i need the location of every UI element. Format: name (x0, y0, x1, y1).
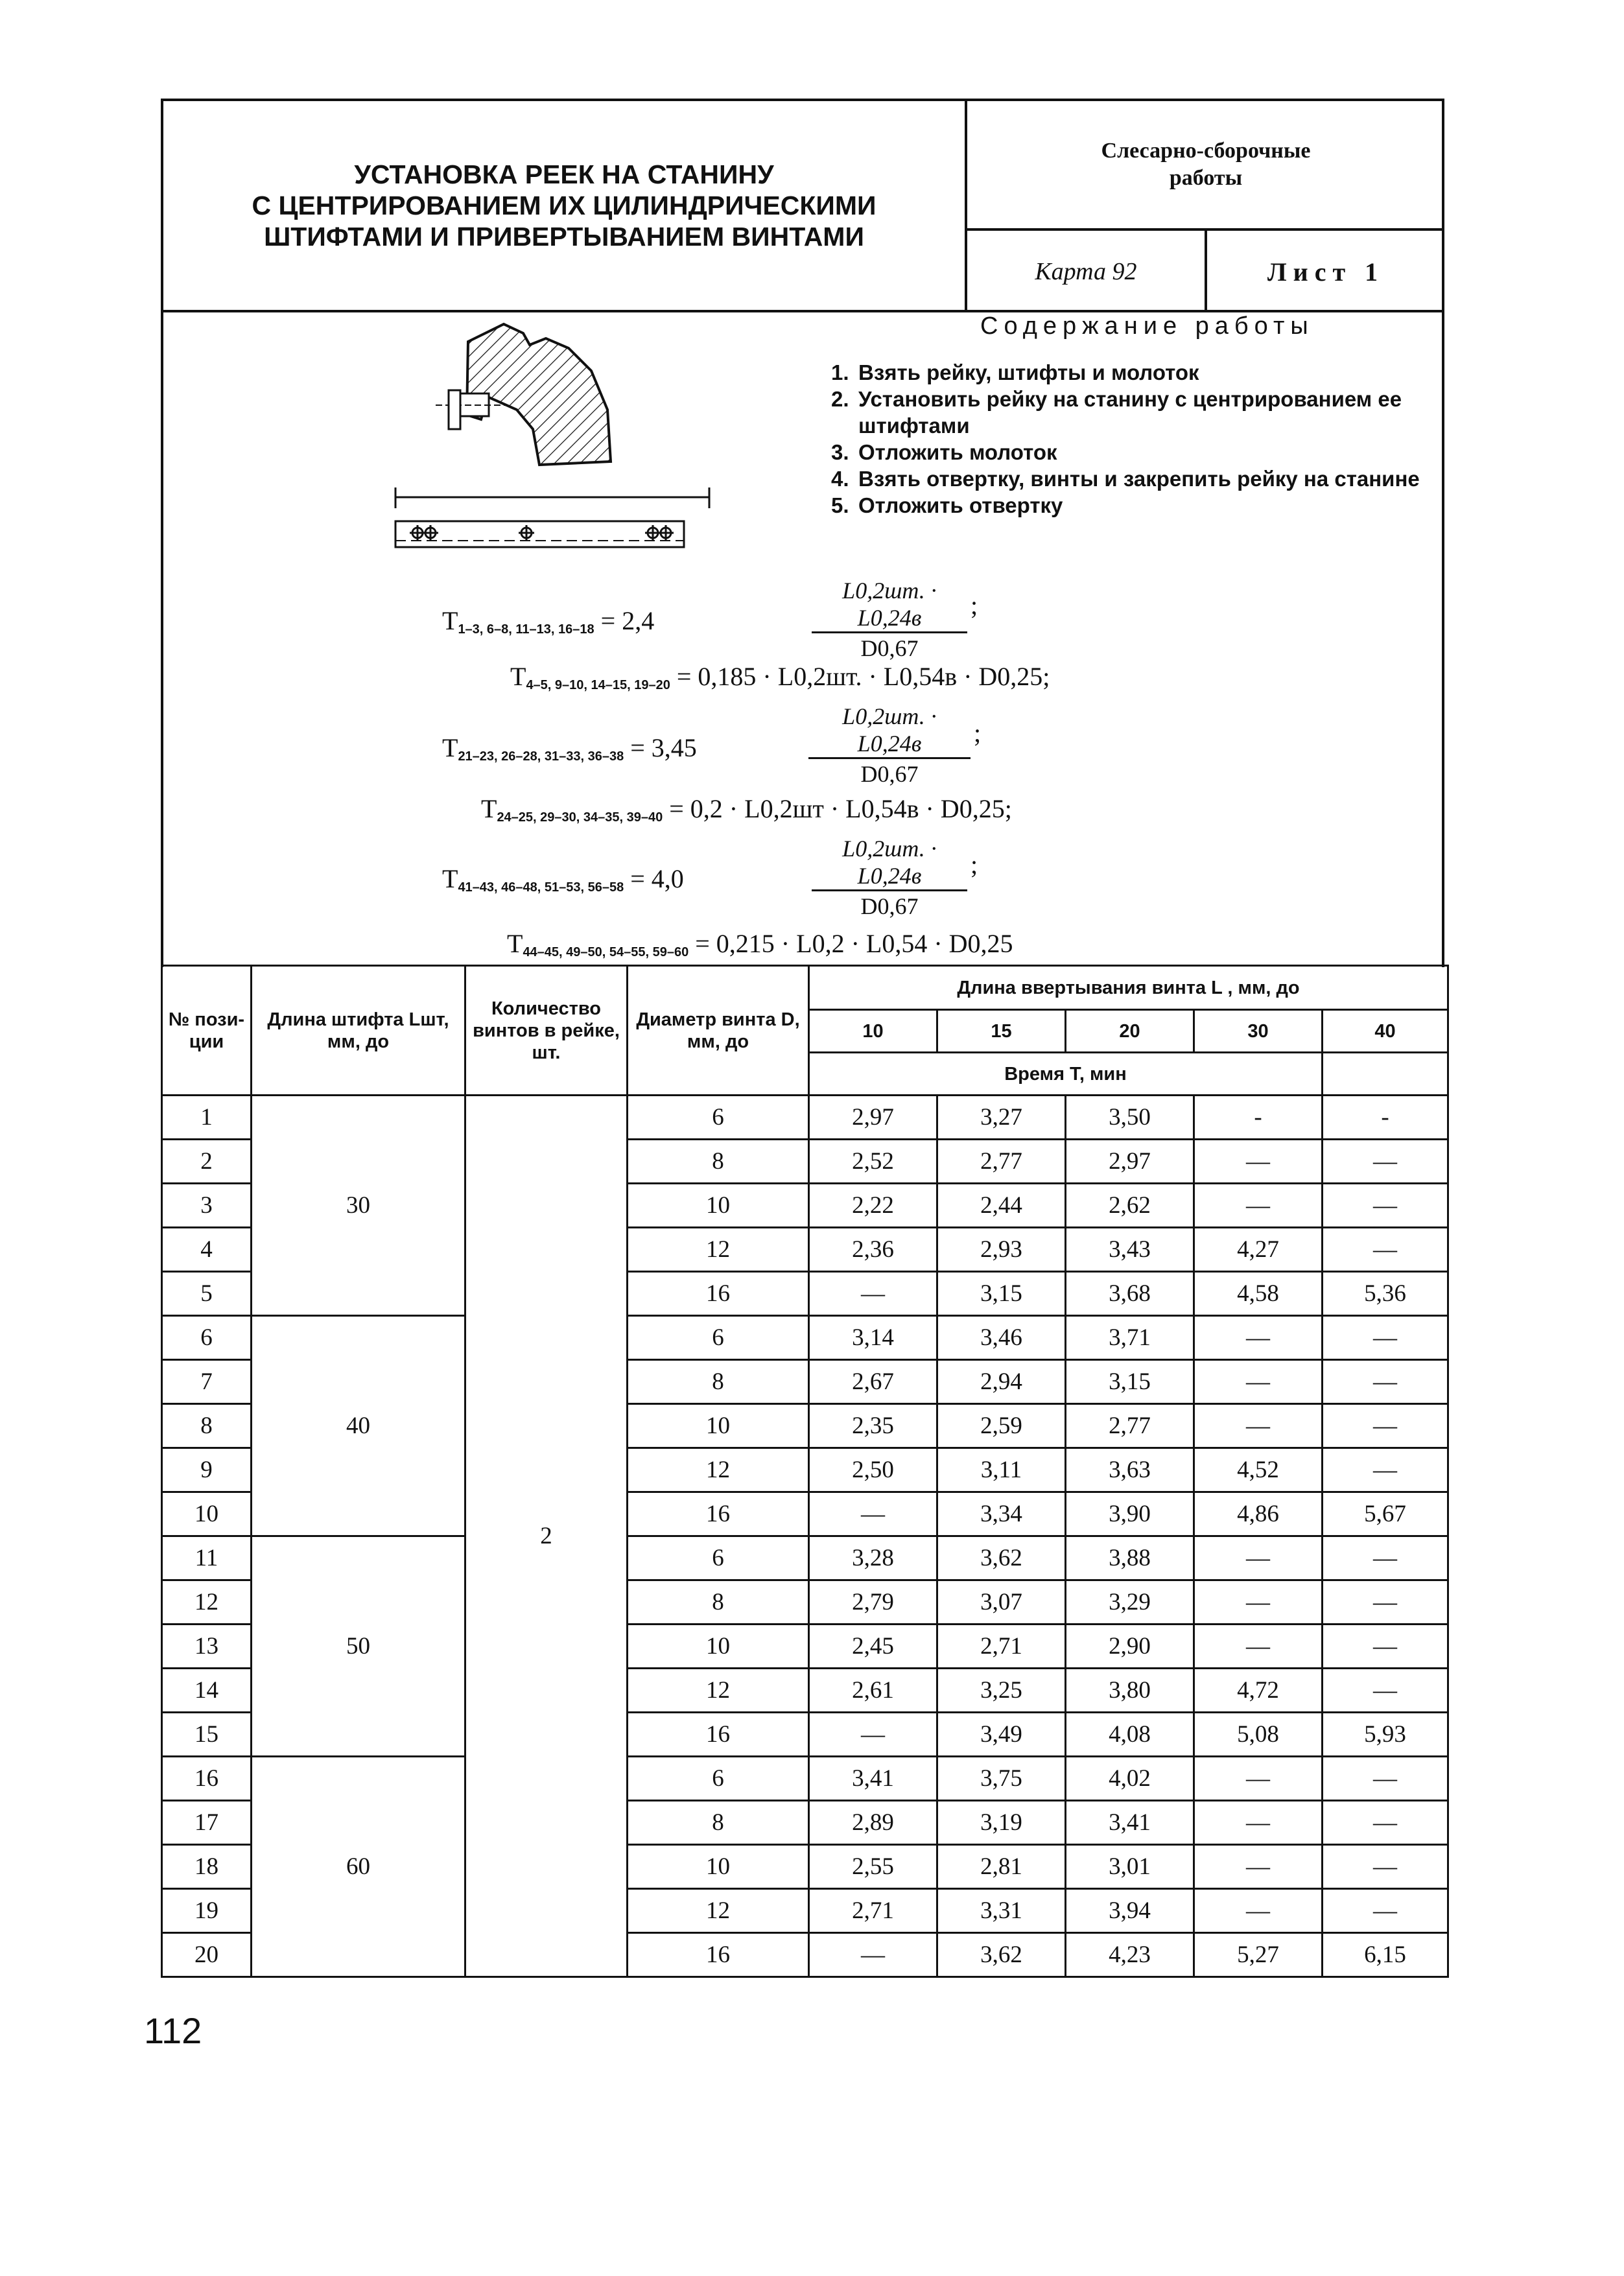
time-cell: — (1323, 1845, 1448, 1889)
pin-length-cell: 30 (252, 1096, 465, 1316)
time-cell: 4,58 (1194, 1272, 1323, 1316)
time-cell: 4,27 (1194, 1228, 1323, 1272)
time-cell: 2,97 (1066, 1140, 1194, 1184)
position-cell: 7 (162, 1360, 252, 1404)
time-cell: 2,59 (937, 1404, 1066, 1448)
time-cell: 2,97 (809, 1096, 937, 1140)
diameter-cell: 16 (628, 1492, 809, 1536)
position-cell: 6 (162, 1316, 252, 1360)
diameter-cell: 12 (628, 1228, 809, 1272)
time-cell: — (1194, 1845, 1323, 1889)
time-cell: 3,80 (1066, 1669, 1194, 1713)
time-cell: 3,41 (1066, 1801, 1194, 1845)
position-cell: 2 (162, 1140, 252, 1184)
denominator: D0,67 (860, 761, 919, 787)
formula-expression: = 0,2 · L0,2шт · L0,54в · D0,25; (669, 794, 1012, 823)
step-text: Взять рейку, штифты и молоток (858, 360, 1199, 384)
diameter-cell: 8 (628, 1580, 809, 1625)
time-cell: 5,67 (1323, 1492, 1448, 1536)
formula-tail: ; (974, 718, 982, 747)
time-cell: 3,15 (937, 1272, 1066, 1316)
step-text: Взять отвертку, винты и закрепить рейку на станине (858, 467, 1420, 491)
formula-tail: ; (971, 850, 978, 879)
time-cell: — (1323, 1448, 1448, 1492)
header-length: 15 (937, 1010, 1066, 1053)
rack-assembly-drawing (390, 319, 714, 578)
header-length: 20 (1066, 1010, 1194, 1053)
time-cell: 2,71 (809, 1889, 937, 1933)
position-cell: 5 (162, 1272, 252, 1316)
position-cell: 20 (162, 1933, 252, 1977)
time-cell: 3,94 (1066, 1889, 1194, 1933)
time-cell: 6,15 (1323, 1933, 1448, 1977)
step-text: Отложить молоток (858, 440, 1057, 464)
header-length: 40 (1323, 1010, 1448, 1053)
time-cell: 4,23 (1066, 1933, 1194, 1977)
time-cell: — (1194, 1316, 1323, 1360)
time-cell: — (1323, 1184, 1448, 1228)
time-cell: 2,36 (809, 1228, 937, 1272)
time-cell: 3,50 (1066, 1096, 1194, 1140)
formula-2: $T_{4-5, 9-10, 14-15, 19-20} = 0,185 \cdot L0,2шт$. · L0,54в · D0,25; (510, 662, 1050, 692)
formula-6: $T_{44-45, 49-50, 54-55, 59-60} = 0,215 \cdot L0,2 \cdot L0,54 \cdot D0,25$ (507, 929, 1013, 959)
header-screw-length-group: Длина ввертывания винта L , мм, до (809, 966, 1448, 1010)
time-cell: — (1194, 1625, 1323, 1669)
time-cell: 2,52 (809, 1140, 937, 1184)
work-step (831, 439, 1441, 465)
formula-index: 4–5, 9–10, 14–15, 19–20 (526, 678, 670, 692)
diameter-cell: 8 (628, 1140, 809, 1184)
time-cell: - (1323, 1096, 1448, 1140)
formula-index: 24–25, 29–30, 34–35, 39–40 (497, 810, 663, 825)
time-cell: 2,93 (937, 1228, 1066, 1272)
step-number: 1. (831, 360, 849, 384)
time-cell: 2,79 (809, 1580, 937, 1625)
time-cell: — (1323, 1140, 1448, 1184)
work-steps-list (831, 359, 1441, 519)
time-cell: 2,62 (1066, 1184, 1194, 1228)
work-step (831, 465, 1441, 492)
formula-1-fraction (812, 577, 967, 662)
header-position: № пози- ции (162, 966, 252, 1096)
time-cell: — (1194, 1889, 1323, 1933)
time-cell: 3,19 (937, 1801, 1066, 1845)
time-cell: — (1194, 1184, 1323, 1228)
time-cell: 5,27 (1194, 1933, 1323, 1977)
title-line: С ЦЕНТРИРОВАНИЕМ ИХ ЦИЛИНДРИЧЕСКИМИ (252, 191, 877, 220)
time-cell: — (1323, 1536, 1448, 1580)
diameter-cell: 10 (628, 1404, 809, 1448)
time-norms-table (161, 965, 1449, 1978)
time-cell: — (1323, 1360, 1448, 1404)
content-area (161, 312, 1444, 967)
formula-index: 44–45, 49–50, 54–55, 59–60 (523, 945, 689, 959)
time-cell: 2,77 (1066, 1404, 1194, 1448)
diameter-cell: 16 (628, 1713, 809, 1757)
time-cell: 3,15 (1066, 1360, 1194, 1404)
header-block (161, 99, 1444, 312)
diameter-cell: 6 (628, 1757, 809, 1801)
header-empty-cell (1323, 1053, 1448, 1096)
header-length: 30 (1194, 1010, 1323, 1053)
diameter-cell: 10 (628, 1625, 809, 1669)
header-screw-count: Количество винтов в рейке, шт. (465, 966, 628, 1096)
time-cell: 3,46 (937, 1316, 1066, 1360)
position-cell: 4 (162, 1228, 252, 1272)
position-cell: 8 (162, 1404, 252, 1448)
diameter-cell: 12 (628, 1889, 809, 1933)
position-cell: 13 (162, 1625, 252, 1669)
numerator: L0,2шт. · L0,24в (812, 577, 967, 633)
table-row (162, 1316, 1448, 1360)
time-cell: 3,27 (937, 1096, 1066, 1140)
time-cell: 3,01 (1066, 1845, 1194, 1889)
table-row (162, 1757, 1448, 1801)
time-cell: 4,72 (1194, 1669, 1323, 1713)
formula-3: $T_{21-23, 26-28, 31-33, 36-38} = 3,45$ (442, 733, 697, 764)
time-cell: 3,29 (1066, 1580, 1194, 1625)
time-cell: 3,14 (809, 1316, 937, 1360)
time-cell: 3,90 (1066, 1492, 1194, 1536)
denominator: D0,67 (860, 893, 919, 919)
time-cell: — (1323, 1228, 1448, 1272)
time-cell: — (1323, 1801, 1448, 1845)
diameter-cell: 12 (628, 1669, 809, 1713)
time-cell: 3,88 (1066, 1536, 1194, 1580)
table-row (162, 1096, 1448, 1140)
denominator: D0,67 (860, 635, 919, 661)
formula-coefficient: = 2,4 (600, 606, 655, 635)
formula-4: $T_{24-25, 29-30, 34-35, 39-40} = 0,2 \cdot L0,2шт \cdot L0,54в \cdot D0,25$; (481, 794, 1012, 825)
time-cell: 2,45 (809, 1625, 937, 1669)
time-cell: 2,71 (937, 1625, 1066, 1669)
position-cell: 18 (162, 1845, 252, 1889)
numerator: L0,2шт. · L0,24в (808, 703, 971, 759)
formula-coefficient: = 4,0 (630, 864, 684, 893)
time-cell: 4,86 (1194, 1492, 1323, 1536)
position-cell: 3 (162, 1184, 252, 1228)
time-cell: — (1323, 1625, 1448, 1669)
diameter-cell: 12 (628, 1448, 809, 1492)
position-cell: 15 (162, 1713, 252, 1757)
work-content-heading: Содержание работы (980, 312, 1314, 340)
time-cell: 3,49 (937, 1713, 1066, 1757)
time-cell: 2,44 (937, 1184, 1066, 1228)
work-category (967, 101, 1444, 231)
work-step (831, 359, 1441, 386)
step-text: Установить рейку на станину с центрированием ее штифтами (858, 387, 1402, 438)
pin-length-cell: 40 (252, 1316, 465, 1536)
document-title (163, 101, 967, 310)
time-cell: 2,22 (809, 1184, 937, 1228)
formula-tail: ; (971, 591, 978, 620)
time-cell: 2,35 (809, 1404, 937, 1448)
diameter-cell: 10 (628, 1184, 809, 1228)
screw-count-cell: 2 (465, 1096, 628, 1977)
table-body (162, 1096, 1448, 1977)
time-cell: 4,08 (1066, 1713, 1194, 1757)
category-line: работы (1169, 166, 1243, 190)
page-number: 112 (144, 2010, 202, 2051)
time-cell: 2,50 (809, 1448, 937, 1492)
formula-expression: = 0,185 · L0,2шт. · L0,54в · D0,25; (676, 662, 1050, 691)
time-cell: 3,07 (937, 1580, 1066, 1625)
time-cell: — (1194, 1536, 1323, 1580)
time-cell: 2,61 (809, 1669, 937, 1713)
time-cell: — (1323, 1669, 1448, 1713)
time-cell: — (1323, 1404, 1448, 1448)
position-cell: 17 (162, 1801, 252, 1845)
title-line: ШТИФТАМИ И ПРИВЕРТЫВАНИЕМ ВИНТАМИ (264, 222, 864, 252)
position-cell: 9 (162, 1448, 252, 1492)
formula-1: $T_{1-3, 6-8, 11-13, 16-18} = 2,4$ (442, 606, 655, 637)
time-cell: 2,90 (1066, 1625, 1194, 1669)
time-cell: 2,94 (937, 1360, 1066, 1404)
step-number: 4. (831, 467, 849, 491)
time-cell: — (1194, 1757, 1323, 1801)
formula-index: 21–23, 26–28, 31–33, 36–38 (458, 749, 624, 764)
step-number: 5. (831, 493, 849, 517)
time-cell: 3,25 (937, 1669, 1066, 1713)
position-cell: 11 (162, 1536, 252, 1580)
time-cell: 2,89 (809, 1801, 937, 1845)
position-cell: 10 (162, 1492, 252, 1536)
time-cell: 3,28 (809, 1536, 937, 1580)
formula-index: 41–43, 46–48, 51–53, 56–58 (458, 880, 624, 895)
time-cell: — (1194, 1801, 1323, 1845)
diameter-cell: 6 (628, 1096, 809, 1140)
diameter-cell: 10 (628, 1845, 809, 1889)
time-cell: 3,71 (1066, 1316, 1194, 1360)
formula-index: 1–3, 6–8, 11–13, 16–18 (458, 622, 594, 637)
position-cell: 16 (162, 1757, 252, 1801)
time-cell: 2,77 (937, 1140, 1066, 1184)
formula-coefficient: = 3,45 (630, 733, 697, 762)
work-step (831, 492, 1441, 519)
card-number: Карта 92 (967, 231, 1207, 312)
time-cell: 3,31 (937, 1889, 1066, 1933)
time-cell: 3,62 (937, 1536, 1066, 1580)
time-cell: — (1194, 1360, 1323, 1404)
time-cell: 2,81 (937, 1845, 1066, 1889)
header-diameter: Диаметр винта D, мм, до (628, 966, 809, 1096)
time-cell: 4,02 (1066, 1757, 1194, 1801)
time-cell: 2,67 (809, 1360, 937, 1404)
formula-5: $T_{41-43, 46-48, 51-53, 56-58} = 4,0$ (442, 864, 684, 895)
time-cell: - (1194, 1096, 1323, 1140)
time-cell: — (1194, 1580, 1323, 1625)
position-cell: 14 (162, 1669, 252, 1713)
diameter-cell: 16 (628, 1933, 809, 1977)
time-cell: 5,93 (1323, 1713, 1448, 1757)
position-cell: 12 (162, 1580, 252, 1625)
header-pin-length: Длина штифта Lшт, мм, до (252, 966, 465, 1096)
time-cell: — (1323, 1580, 1448, 1625)
category-line: Слесарно-сборочные (1101, 139, 1311, 163)
time-cell: 3,43 (1066, 1228, 1194, 1272)
diameter-cell: 6 (628, 1536, 809, 1580)
time-cell: 3,62 (937, 1933, 1066, 1977)
step-number: 3. (831, 440, 849, 464)
time-cell: 3,41 (809, 1757, 937, 1801)
time-cell: 3,11 (937, 1448, 1066, 1492)
diameter-cell: 8 (628, 1360, 809, 1404)
time-cell: 5,36 (1323, 1272, 1448, 1316)
pin-length-cell: 50 (252, 1536, 465, 1757)
time-cell: 2,55 (809, 1845, 937, 1889)
formula-expression: = 0,215 · L0,2 · L0,54 · D0,25 (695, 929, 1013, 958)
diameter-cell: 8 (628, 1801, 809, 1845)
time-cell: — (1194, 1140, 1323, 1184)
rack-plan-view (395, 521, 684, 547)
step-text: Отложить отвертку (858, 493, 1063, 517)
position-cell: 1 (162, 1096, 252, 1140)
time-cell: 3,34 (937, 1492, 1066, 1536)
header-length: 10 (809, 1010, 937, 1053)
step-number: 2. (831, 387, 849, 411)
time-cell: — (809, 1933, 937, 1977)
time-cell: — (1323, 1757, 1448, 1801)
time-cell: 4,52 (1194, 1448, 1323, 1492)
time-cell: — (809, 1713, 937, 1757)
time-cell: 5,08 (1194, 1713, 1323, 1757)
header-time-group: Время Т, мин (809, 1053, 1323, 1096)
time-cell: 3,75 (937, 1757, 1066, 1801)
time-cell: 3,63 (1066, 1448, 1194, 1492)
time-cell: — (809, 1272, 937, 1316)
diameter-cell: 16 (628, 1272, 809, 1316)
diameter-cell: 6 (628, 1316, 809, 1360)
sheet-number: Лист 1 (1267, 257, 1385, 287)
time-cell: — (1323, 1889, 1448, 1933)
numerator: L0,2шт. · L0,24в (812, 835, 967, 891)
time-cell: — (1323, 1316, 1448, 1360)
position-cell: 19 (162, 1889, 252, 1933)
time-cell: — (809, 1492, 937, 1536)
time-cell: — (1194, 1404, 1323, 1448)
pin-length-cell: 60 (252, 1757, 465, 1977)
time-cell: 3,68 (1066, 1272, 1194, 1316)
title-line: УСТАНОВКА РЕЕК НА СТАНИНУ (354, 159, 774, 189)
formula-5-fraction (812, 835, 967, 920)
work-step (831, 386, 1441, 439)
table-row (162, 1536, 1448, 1580)
formula-3-fraction (808, 703, 971, 788)
